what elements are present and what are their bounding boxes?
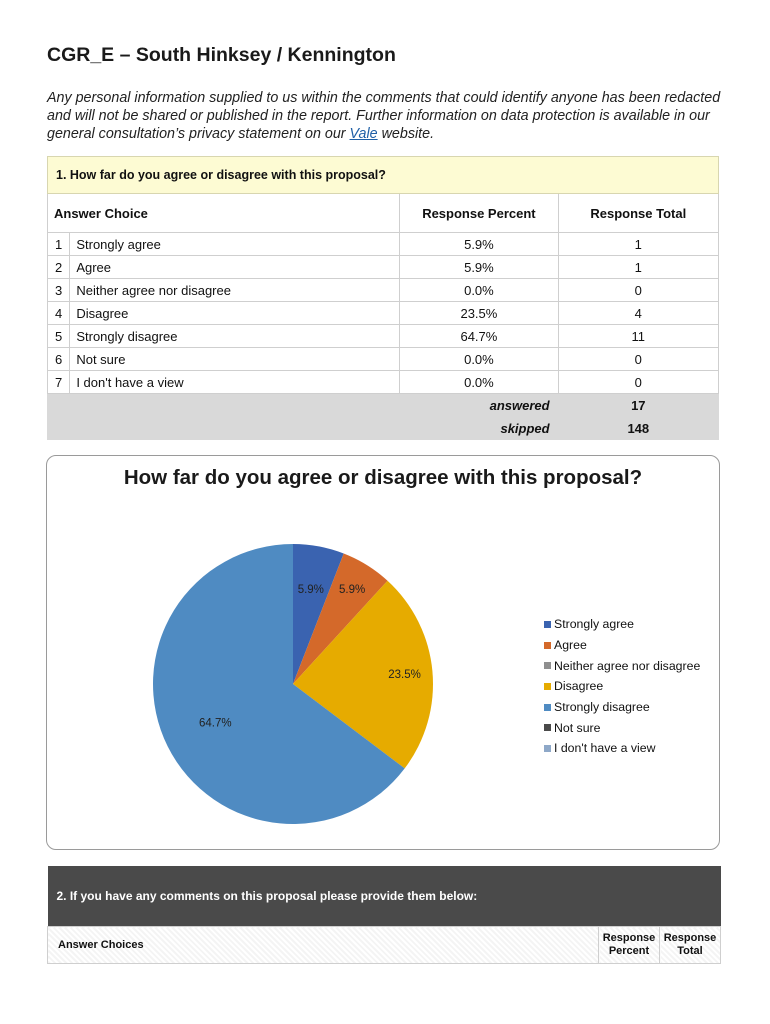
skipped-count: 148 (558, 417, 718, 440)
answered-count: 17 (558, 394, 718, 417)
row-number: 2 (48, 256, 70, 279)
legend-swatch (544, 704, 551, 711)
legend-entry (544, 655, 700, 676)
skipped-row (48, 417, 719, 440)
vale-website-link[interactable]: Vale (349, 126, 378, 142)
legend-label: Strongly disagree (554, 700, 650, 715)
row-number: 5 (48, 325, 70, 348)
answered-row (48, 394, 719, 417)
response-percent-header: Response Percent (599, 927, 660, 964)
answer-label: I don't have a view (70, 371, 400, 394)
legend-entry (544, 635, 700, 656)
answer-label: Strongly agree (70, 233, 400, 256)
answer-label: Strongly disagree (70, 325, 400, 348)
answer-choice-header: Answer Choice (48, 194, 400, 233)
question-2-heading: 2. If you have any comments on this proposal please provide them below: (48, 866, 721, 927)
question-1-column-headers (48, 194, 719, 233)
pie-data-label: 23.5% (388, 668, 421, 681)
pie-data-label: 5.9% (297, 584, 324, 597)
response-percent: 0.0% (400, 371, 558, 394)
question-1-table (47, 156, 719, 440)
legend-swatch (544, 621, 551, 628)
chart-title: How far do you agree or disagree with this proposal? (123, 466, 643, 489)
response-total: 1 (558, 233, 718, 256)
response-total: 0 (558, 348, 718, 371)
row-number: 3 (48, 279, 70, 302)
response-percent: 0.0% (400, 348, 558, 371)
table-row (48, 325, 719, 348)
response-total-header: Response Total (660, 927, 721, 964)
legend-entry (544, 717, 700, 738)
table-row (48, 279, 719, 302)
response-total: 11 (558, 325, 718, 348)
legend-swatch (544, 683, 551, 690)
legend-entry (544, 676, 700, 697)
legend-entry (544, 697, 700, 718)
pie-data-label: 64.7% (198, 717, 232, 730)
legend-swatch (544, 745, 551, 752)
row-number: 4 (48, 302, 70, 325)
chart-legend (544, 614, 700, 759)
response-percent: 5.9% (400, 256, 558, 279)
legend-swatch (544, 642, 551, 649)
response-total: 1 (558, 256, 718, 279)
legend-label: I don't have a view (554, 741, 656, 756)
legend-entry (544, 614, 700, 635)
skipped-label: skipped (48, 417, 559, 440)
answered-label: answered (48, 394, 559, 417)
row-number: 6 (48, 348, 70, 371)
response-total-header: Response Total (558, 194, 718, 233)
privacy-notice-text: Any personal information supplied to us within the comments that could identify anyone has been redacted and will not be shared or published in the report. Further information on data protection is available in our general consultation’s privacy statement on our (47, 90, 721, 142)
response-percent-header: Response Percent (400, 194, 558, 233)
answer-label: Disagree (70, 302, 400, 325)
legend-label: Not sure (554, 720, 601, 735)
response-total: 0 (558, 279, 718, 302)
table-row (48, 302, 719, 325)
privacy-notice (47, 89, 737, 143)
answer-label: Neither agree nor disagree (70, 279, 400, 302)
table-row (48, 256, 719, 279)
legend-swatch (544, 662, 551, 669)
response-percent: 5.9% (400, 233, 558, 256)
response-total: 4 (558, 302, 718, 325)
question-2-column-headers (48, 927, 721, 964)
response-percent: 64.7% (400, 325, 558, 348)
row-number: 7 (48, 371, 70, 394)
answer-label: Not sure (70, 348, 400, 371)
legend-label: Disagree (554, 679, 604, 694)
table-row (48, 233, 719, 256)
row-number: 1 (48, 233, 70, 256)
privacy-notice-text-end: website. (377, 126, 435, 142)
question-1-heading: 1. How far do you agree or disagree with this proposal? (48, 157, 719, 194)
legend-entry (544, 738, 700, 759)
response-percent: 0.0% (400, 279, 558, 302)
question-1-heading-row (48, 157, 719, 194)
question-2-table (47, 866, 721, 964)
answer-label: Agree (70, 256, 400, 279)
question-2-heading-row (48, 866, 721, 927)
table-row (48, 371, 719, 394)
pie-data-label: 5.9% (339, 583, 366, 596)
legend-label: Neither agree nor disagree (554, 658, 701, 673)
answer-choices-header: Answer Choices (48, 927, 599, 964)
table-row (48, 348, 719, 371)
response-percent: 23.5% (400, 302, 558, 325)
pie-chart-panel (46, 455, 720, 850)
legend-label: Agree (554, 638, 587, 653)
response-total: 0 (558, 371, 718, 394)
legend-label: Strongly agree (554, 617, 634, 632)
page-title: CGR_E – South Hinksey / Kennington (47, 44, 396, 66)
legend-swatch (544, 724, 551, 731)
